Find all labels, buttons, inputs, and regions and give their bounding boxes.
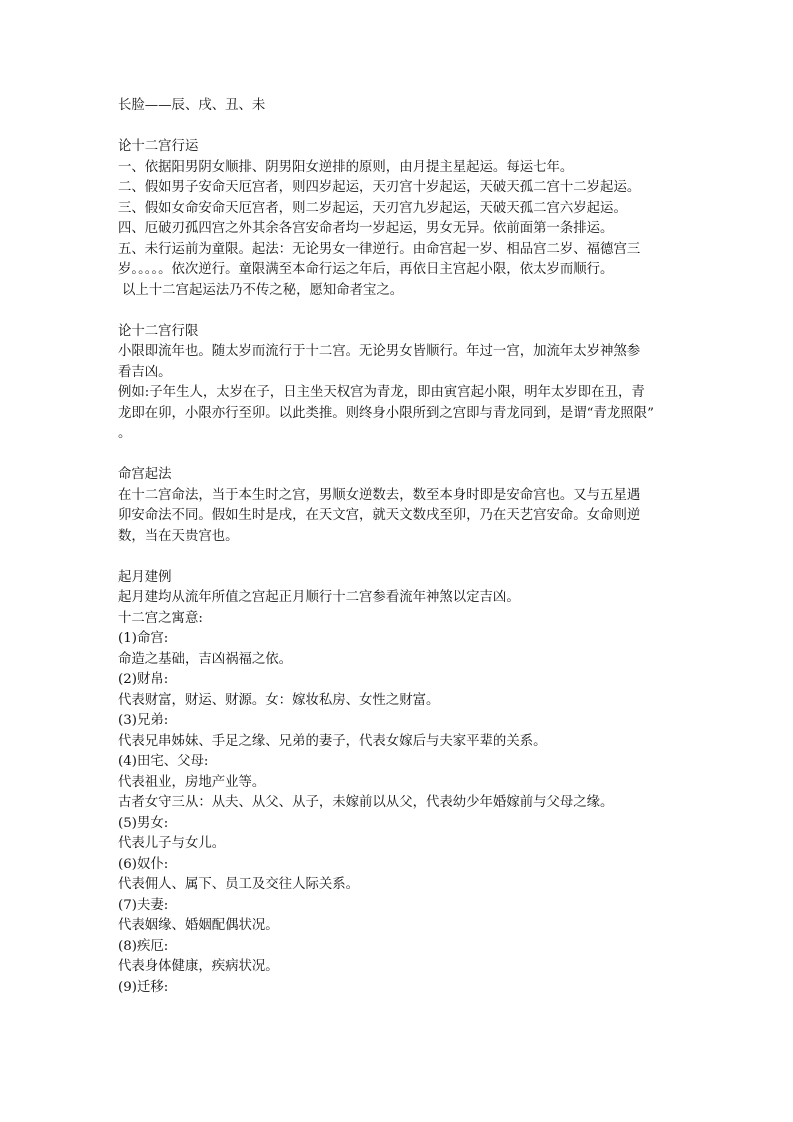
palace-label: (7)夫妻: <box>118 897 169 913</box>
text-line: 代表身体健康，疾病状况。 <box>118 959 279 974</box>
palace-label: (4)田宅、父母: <box>118 754 209 769</box>
text-line: 代表姻缘、婚姻配偶状况。 <box>118 918 279 933</box>
text-line: 以上十二宫起运法乃不传之秘，愿知命者宝之。 <box>122 282 404 298</box>
text-line: 五、未行运前为童限。起法：无论男女一律逆行。由命宫起一岁、相品宫二岁、福德宫三 <box>118 241 641 257</box>
palace-label: (6)奴仆: <box>118 856 169 872</box>
text-line: 代表兄串姊妹、手足之缘、兄弟的妻子，代表女嫁后与夫家平辈的关系。 <box>118 733 547 749</box>
paragraph-gap <box>118 301 688 322</box>
palace-label: (1)命宫: <box>118 631 169 646</box>
document-title: 长脸——辰、戌、丑、未 <box>118 98 266 113</box>
section-heading: 命宫起法 <box>118 467 172 482</box>
palace-label: (5)男女: <box>118 815 169 831</box>
text-line: 一、依据阳男阴女顺排、阴男阳女逆排的原则，由月提主星起运。每运七年。 <box>118 159 574 175</box>
text-line: 十二宫之寓意: <box>118 610 203 626</box>
text-line: 代表佣人、属下、员工及交往人际关系。 <box>118 877 360 892</box>
text-line: 岁。。。。。依次逆行。童限满至本命行运之年后，再依日主宫起小限，依太岁而顺行。 <box>118 262 614 277</box>
text-line: 在十二宫命法，当于本生时之宫，男顺女逆数去，数至本身时即是安命宫也。又与五星遇 <box>118 487 641 503</box>
section-heading: 论十二宫行运 <box>118 139 199 154</box>
section-heading: 论十二宫行限 <box>118 323 199 339</box>
palace-label: (9)迁移: <box>118 979 169 995</box>
paragraph-gap <box>118 117 688 138</box>
text-line: 古者女守三从：从夫、从父、从子，未嫁前以从父，代表幼少年婚嫁前与父母之缘。 <box>118 795 614 810</box>
text-line: 代表财富，财运、财源。女：嫁妆私房、女性之财富。 <box>118 692 440 708</box>
section-heading: 起月建例 <box>118 569 172 585</box>
text-line: 卯安命法不同。假如生时是戌，在天文宫，就天文数戌至卯，乃在天艺宫安命。女命则逆 <box>118 508 641 523</box>
text-line: 命造之基础，吉凶祸福之依。 <box>118 651 293 667</box>
palace-label: (8)疾厄: <box>118 938 169 954</box>
text-line: 数，当在天贵宫也。 <box>118 528 239 544</box>
document-body <box>118 96 688 998</box>
paragraph-gap <box>118 445 688 466</box>
text-line: 例如:子年生人，太岁在子，日主坐天权宫为青龙，即由寅宫起小限，明年太岁即在丑，青 <box>118 385 645 400</box>
text-line: 看吉凶。 <box>118 364 172 380</box>
text-line: 代表祖业，房地产业等。 <box>118 774 266 790</box>
paragraph-gap <box>118 547 688 568</box>
palace-label: (2)财帛: <box>118 672 169 687</box>
text-line: 。 <box>118 426 132 441</box>
text-line: 龙即在卯，小限亦行至卯。以此类推。则终身小限所到之宫即与青龙同到，是谓“青龙照限” <box>118 405 654 421</box>
text-line: 代表儿子与女儿。 <box>118 836 226 851</box>
text-line: 四、厄破刃孤四宫之外其余各宫安命者均一岁起运，男女无异。依前面第一条排运。 <box>118 221 614 236</box>
text-line: 三、假如女命安命天厄宫者，则二岁起运，天刃宫九岁起运，天破天孤二宫六岁起运。 <box>118 200 627 216</box>
text-line: 起月建均从流年所值之宫起正月顺行十二宫参看流年神煞以定吉凶。 <box>118 590 520 605</box>
palace-label: (3)兄弟: <box>118 713 169 728</box>
text-line: 小限即流年也。随太岁而流行于十二宫。无论男女皆顺行。年过一宫，加流年太岁神煞参 <box>118 344 641 359</box>
text-line: 二、假如男子安命天厄宫者，则四岁起运，天刃宫十岁起运，天破天孤二宫十二岁起运。 <box>118 180 641 195</box>
